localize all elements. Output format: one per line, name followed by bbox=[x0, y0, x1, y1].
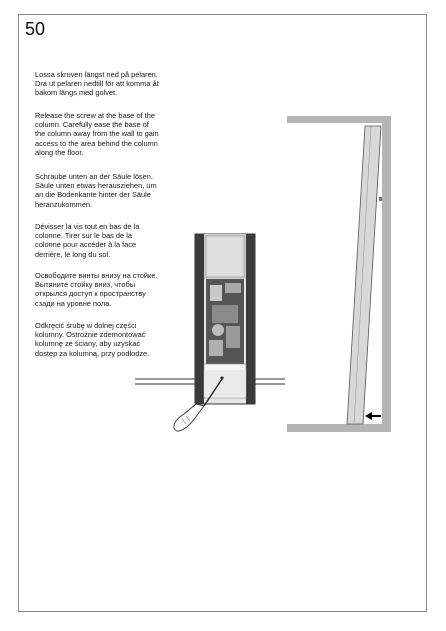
page-number: 50 bbox=[25, 19, 46, 39]
instruction-fr: Dévisser la vis tout en bas de la colonne. Tirer sur le bas de la colonne pour accéder à la face derrière, le long du sol. bbox=[35, 222, 140, 259]
instruction-ru: Освободите винты внизу на стойке. Вытяните стойку вниз, чтобы открылся доступ к пространству сзади на уровне пола. bbox=[35, 271, 158, 308]
column-front-illustration bbox=[130, 230, 290, 445]
instruction-de: Schraube unten an der Säule lösen. Säule unten etwas herausziehen, um an die Bodenkante hinter der Säule heranzukommen. bbox=[35, 172, 157, 209]
instruction-sv: Lossa skruven längst ned på pelaren. Dra ut pelaren nedtill för att komma åt bakom längs med golvet. bbox=[35, 70, 159, 98]
arrow-left-icon bbox=[365, 412, 381, 420]
column-side-illustration bbox=[285, 112, 395, 437]
instruction-pl: Odkręcić śrubę w dolnej części kolumny. Ostrożnie zdemontować kolumnę ze ściany, aby uzyskać dostęp za kolumną, przy podłodze. bbox=[35, 321, 150, 358]
instruction-en: Release the screw at the base of the column. Carefully ease the base of the column away from the wall to gain access to the area behind the column along the floor. bbox=[35, 111, 159, 157]
